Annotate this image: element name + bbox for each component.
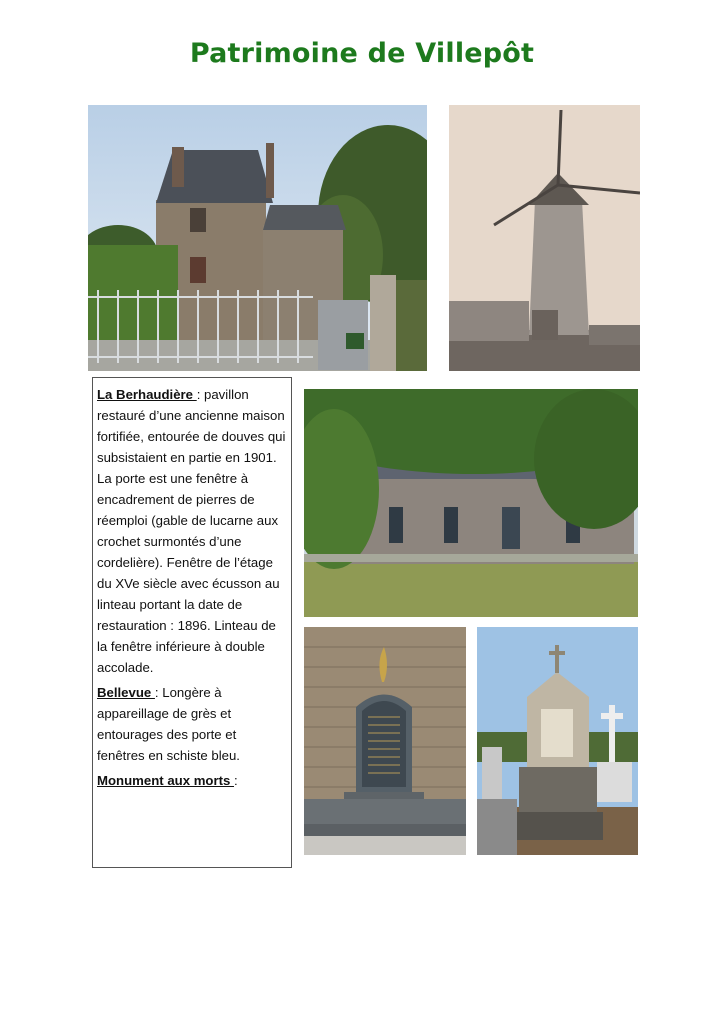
page-title: Patrimoine de Villepôt — [189, 38, 535, 69]
section-body: : — [234, 773, 238, 788]
monument-photo — [304, 627, 466, 855]
section-body: : Longère à appareillage de grès et entourages des porte et fenêtres en schiste bleu. — [97, 685, 240, 763]
description-box — [92, 377, 292, 868]
berhaudiere-photo — [88, 105, 427, 371]
section-heading: Bellevue — [97, 685, 155, 700]
section-heading: La Berhaudière — [97, 387, 197, 402]
section-heading: Monument aux morts — [97, 773, 235, 788]
section-monument — [97, 770, 287, 791]
bellevue-photo — [304, 389, 638, 617]
windmill-photo — [449, 105, 640, 371]
cemetery-photo — [477, 627, 638, 855]
section-bellevue — [97, 682, 287, 766]
section-berhaudiere — [97, 384, 287, 678]
section-body: : pavillon restauré d’une ancienne maison fortifiée, entourée de douves qui subsistaient en partie en 1901. La porte est une fenêtre à encadrement de pierres de réemploi (gable de lucarne aux crochet surmontés d’une cordelière). Fenêtre de l’étage du XVe siècle avec écusson au linteau portant la date de restauration : 1896. Linteau de la fenêtre inférieure à double accolade. — [97, 387, 286, 675]
